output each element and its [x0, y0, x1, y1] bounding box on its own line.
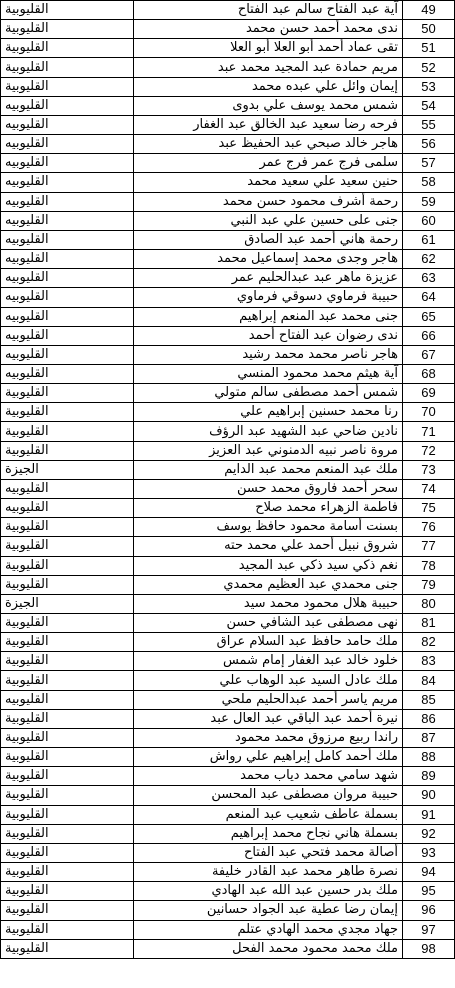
governorate-cell: القليوبيه	[1, 211, 134, 230]
row-number-cell: 78	[403, 556, 455, 575]
table-row	[1, 441, 455, 460]
row-number-cell: 95	[403, 882, 455, 901]
table-row	[1, 96, 455, 115]
governorate-cell: القليوبية	[1, 614, 134, 633]
row-number-cell: 72	[403, 441, 455, 460]
governorate-cell: الجيزة	[1, 594, 134, 613]
governorate-cell: القليوبية	[1, 518, 134, 537]
row-number-cell: 94	[403, 863, 455, 882]
governorate-cell: القليوبيه	[1, 115, 134, 134]
student-name-cell: حبيبة هلال محمود محمد سيد	[134, 594, 403, 613]
row-number-cell: 84	[403, 671, 455, 690]
governorate-cell: القليوبيه	[1, 364, 134, 383]
row-number-cell: 92	[403, 824, 455, 843]
governorate-cell: القليوبية	[1, 767, 134, 786]
table-row	[1, 709, 455, 728]
row-number-cell: 81	[403, 614, 455, 633]
roster-body	[1, 1, 455, 959]
governorate-cell: القليوبية	[1, 633, 134, 652]
row-number-cell: 71	[403, 422, 455, 441]
student-name-cell: إيمان رضا عطية عبد الجواد حسانين	[134, 901, 403, 920]
row-number-cell: 53	[403, 77, 455, 96]
row-number-cell: 56	[403, 135, 455, 154]
table-row	[1, 556, 455, 575]
table-row	[1, 20, 455, 39]
row-number-cell: 63	[403, 269, 455, 288]
table-row	[1, 537, 455, 556]
student-name-cell: هاجر وجدى محمد إسماعيل محمد	[134, 250, 403, 269]
governorate-cell: القليوبيه	[1, 96, 134, 115]
governorate-cell: القليوبيه	[1, 288, 134, 307]
student-name-cell: نغم ذكي سيد ذكي عبد المجيد	[134, 556, 403, 575]
governorate-cell: القليوبية	[1, 728, 134, 747]
governorate-cell: القليوبيه	[1, 135, 134, 154]
table-row	[1, 135, 455, 154]
table-row	[1, 671, 455, 690]
table-row	[1, 326, 455, 345]
student-name-cell: ندى محمد أحمد حسن محمد	[134, 20, 403, 39]
row-number-cell: 93	[403, 843, 455, 862]
row-number-cell: 82	[403, 633, 455, 652]
governorate-cell: القليوبية	[1, 441, 134, 460]
student-name-cell: جنى محمدي عبد العظيم محمدي	[134, 575, 403, 594]
row-number-cell: 52	[403, 58, 455, 77]
row-number-cell: 80	[403, 594, 455, 613]
student-name-cell: نيرة أحمد عبد الباقي عبد العال عبد	[134, 709, 403, 728]
table-row	[1, 58, 455, 77]
row-number-cell: 61	[403, 230, 455, 249]
governorate-cell: القليوبية	[1, 20, 134, 39]
governorate-cell: القليوبية	[1, 1, 134, 20]
table-row	[1, 479, 455, 498]
row-number-cell: 54	[403, 96, 455, 115]
table-row	[1, 1, 455, 20]
governorate-cell: القليوبية	[1, 882, 134, 901]
row-number-cell: 50	[403, 20, 455, 39]
table-row	[1, 843, 455, 862]
row-number-cell: 76	[403, 518, 455, 537]
governorate-cell: الجيزة	[1, 460, 134, 479]
table-row	[1, 173, 455, 192]
governorate-cell: القليوبيه	[1, 173, 134, 192]
student-name-cell: رحمة هاني أحمد عبد الصادق	[134, 230, 403, 249]
row-number-cell: 98	[403, 939, 455, 958]
governorate-cell: القليوبية	[1, 920, 134, 939]
table-row	[1, 690, 455, 709]
row-number-cell: 69	[403, 384, 455, 403]
governorate-cell: القليوبية	[1, 537, 134, 556]
row-number-cell: 88	[403, 748, 455, 767]
student-name-cell: ندى رضوان عبد الفتاح أحمد	[134, 326, 403, 345]
row-number-cell: 97	[403, 920, 455, 939]
student-name-cell: ملك محمد محمود محمد الفحل	[134, 939, 403, 958]
student-name-cell: فرحه رضا سعيد عبد الخالق عبد الغفار	[134, 115, 403, 134]
student-name-cell: بسملة هاني نجاح محمد إبراهيم	[134, 824, 403, 843]
table-row	[1, 805, 455, 824]
table-row	[1, 863, 455, 882]
table-row	[1, 384, 455, 403]
governorate-cell: القليوبية	[1, 671, 134, 690]
table-row	[1, 422, 455, 441]
table-row	[1, 77, 455, 96]
governorate-cell: القليوبية	[1, 843, 134, 862]
table-row	[1, 767, 455, 786]
table-row	[1, 288, 455, 307]
governorate-cell: القليوبية	[1, 709, 134, 728]
row-number-cell: 89	[403, 767, 455, 786]
table-row	[1, 211, 455, 230]
student-name-cell: سلمى فرج عمر فرج عمر	[134, 154, 403, 173]
student-name-cell: شمس أحمد مصطفى سالم متولي	[134, 384, 403, 403]
row-number-cell: 90	[403, 786, 455, 805]
student-name-cell: ملك أحمد كامل إبراهيم علي رواش	[134, 748, 403, 767]
table-row	[1, 939, 455, 958]
table-row	[1, 269, 455, 288]
table-row	[1, 652, 455, 671]
student-name-cell: شروق نبيل أحمد علي محمد حته	[134, 537, 403, 556]
student-name-cell: فاطمة الزهراء محمد صلاح	[134, 499, 403, 518]
table-row	[1, 345, 455, 364]
governorate-cell: القليوبيه	[1, 192, 134, 211]
table-row	[1, 920, 455, 939]
governorate-cell: القليوبية	[1, 901, 134, 920]
row-number-cell: 66	[403, 326, 455, 345]
student-name-cell: مريم ياسر أحمد عبدالحليم ملحي	[134, 690, 403, 709]
student-name-cell: جنى محمد عبد المنعم إبراهيم	[134, 307, 403, 326]
student-name-cell: رنا محمد حسنين إبراهيم علي	[134, 403, 403, 422]
table-row	[1, 154, 455, 173]
row-number-cell: 85	[403, 690, 455, 709]
student-name-cell: رحمة أشرف محمود حسن محمد	[134, 192, 403, 211]
table-row	[1, 115, 455, 134]
table-row	[1, 575, 455, 594]
table-row	[1, 633, 455, 652]
student-name-cell: سحر أحمد فاروق محمد حسن	[134, 479, 403, 498]
governorate-cell: القليوبية	[1, 863, 134, 882]
row-number-cell: 73	[403, 460, 455, 479]
row-number-cell: 57	[403, 154, 455, 173]
table-row	[1, 403, 455, 422]
student-name-cell: شمس محمد يوسف علي بدوى	[134, 96, 403, 115]
row-number-cell: 70	[403, 403, 455, 422]
table-row	[1, 824, 455, 843]
row-number-cell: 77	[403, 537, 455, 556]
row-number-cell: 59	[403, 192, 455, 211]
governorate-cell: القليوبية	[1, 575, 134, 594]
table-row	[1, 230, 455, 249]
governorate-cell: القليوبية	[1, 403, 134, 422]
governorate-cell: القليوبية	[1, 652, 134, 671]
row-number-cell: 79	[403, 575, 455, 594]
table-row	[1, 518, 455, 537]
governorate-cell: القليوبية	[1, 748, 134, 767]
student-name-cell: هاجر ناصر محمد محمد رشيد	[134, 345, 403, 364]
governorate-cell: القليوبية	[1, 77, 134, 96]
governorate-cell: القليوبية	[1, 58, 134, 77]
student-name-cell: هاجر خالد صبحي عبد الحفيظ عبد	[134, 135, 403, 154]
governorate-cell: القليوبيه	[1, 154, 134, 173]
student-name-cell: جهاد مجدي محمد الهادي عتلم	[134, 920, 403, 939]
governorate-cell: القليوبية	[1, 384, 134, 403]
row-number-cell: 87	[403, 728, 455, 747]
governorate-cell: القليوبيه	[1, 307, 134, 326]
student-name-cell: ملك حامد حافظ عبد السلام عراق	[134, 633, 403, 652]
student-name-cell: حنين سعيد علي سعيد محمد	[134, 173, 403, 192]
table-row	[1, 192, 455, 211]
row-number-cell: 83	[403, 652, 455, 671]
student-name-cell: جنى على حسين علي عبد النبي	[134, 211, 403, 230]
row-number-cell: 86	[403, 709, 455, 728]
row-number-cell: 91	[403, 805, 455, 824]
student-name-cell: بسملة عاطف شعيب عبد المنعم	[134, 805, 403, 824]
governorate-cell: القليوبيه	[1, 326, 134, 345]
student-name-cell: ملك عبد المنعم محمد عبد الدايم	[134, 460, 403, 479]
student-name-cell: مريم حمادة عبد المجيد محمد عبد	[134, 58, 403, 77]
student-name-cell: شهد سامي محمد دياب محمد	[134, 767, 403, 786]
student-name-cell: راندا ربيع مرزوق محمد محمود	[134, 728, 403, 747]
governorate-cell: القليوبيه	[1, 690, 134, 709]
table-row	[1, 364, 455, 383]
student-name-cell: بسنت أسامة محمود حافظ يوسف	[134, 518, 403, 537]
student-name-cell: نهى مصطفى عبد الشافي حسن	[134, 614, 403, 633]
student-name-cell: ملك عادل السيد عبد الوهاب علي	[134, 671, 403, 690]
governorate-cell: القليوبية	[1, 786, 134, 805]
row-number-cell: 96	[403, 901, 455, 920]
governorate-cell: القليوبية	[1, 939, 134, 958]
table-row	[1, 594, 455, 613]
row-number-cell: 74	[403, 479, 455, 498]
row-number-cell: 75	[403, 499, 455, 518]
table-row	[1, 728, 455, 747]
table-row	[1, 901, 455, 920]
student-name-cell: عزيزة ماهر عبد عبدالحليم عمر	[134, 269, 403, 288]
governorate-cell: القليوبيه	[1, 250, 134, 269]
table-row	[1, 882, 455, 901]
table-row	[1, 250, 455, 269]
student-name-cell: ملك بدر حسين عبد الله عبد الهادي	[134, 882, 403, 901]
row-number-cell: 67	[403, 345, 455, 364]
student-name-cell: حبيبة فرماوي دسوقي فرماوي	[134, 288, 403, 307]
governorate-cell: القليوبيه	[1, 479, 134, 498]
student-name-cell: نصرة طاهر محمد عبد القادر خليفة	[134, 863, 403, 882]
student-name-cell: تقى عماد أحمد أبو العلا أبو العلا	[134, 39, 403, 58]
student-name-cell: نادين ضاحي عبد الشهيد عبد الرؤف	[134, 422, 403, 441]
row-number-cell: 60	[403, 211, 455, 230]
student-name-cell: أصالة محمد فتحي عبد الفتاح	[134, 843, 403, 862]
table-row	[1, 460, 455, 479]
table-row	[1, 499, 455, 518]
governorate-cell: القليوبية	[1, 824, 134, 843]
row-number-cell: 65	[403, 307, 455, 326]
row-number-cell: 58	[403, 173, 455, 192]
student-name-cell: إيمان وائل علي عبده محمد	[134, 77, 403, 96]
governorate-cell: القليوبية	[1, 805, 134, 824]
governorate-cell: القليوبيه	[1, 345, 134, 364]
table-row	[1, 786, 455, 805]
table-row	[1, 614, 455, 633]
student-name-cell: مروة ناصر نبيه الدمنوني عبد العزيز	[134, 441, 403, 460]
governorate-cell: القليوبية	[1, 422, 134, 441]
student-name-cell: حبيبة مروان مصطفى عبد المحسن	[134, 786, 403, 805]
table-row	[1, 748, 455, 767]
governorate-cell: القليوبية	[1, 39, 134, 58]
governorate-cell: القليوبيه	[1, 269, 134, 288]
table-row	[1, 307, 455, 326]
student-name-cell: آية عبد الفتاح سالم عبد الفتاح	[134, 1, 403, 20]
row-number-cell: 49	[403, 1, 455, 20]
governorate-cell: القليوبيه	[1, 230, 134, 249]
row-number-cell: 68	[403, 364, 455, 383]
row-number-cell: 51	[403, 39, 455, 58]
table-row	[1, 39, 455, 58]
row-number-cell: 55	[403, 115, 455, 134]
student-name-cell: خلود خالد عبد الغفار إمام شمس	[134, 652, 403, 671]
governorate-cell: القليوبيه	[1, 499, 134, 518]
governorate-cell: القليوبية	[1, 556, 134, 575]
row-number-cell: 64	[403, 288, 455, 307]
student-name-cell: آية هيثم محمد محمود المنسي	[134, 364, 403, 383]
row-number-cell: 62	[403, 250, 455, 269]
